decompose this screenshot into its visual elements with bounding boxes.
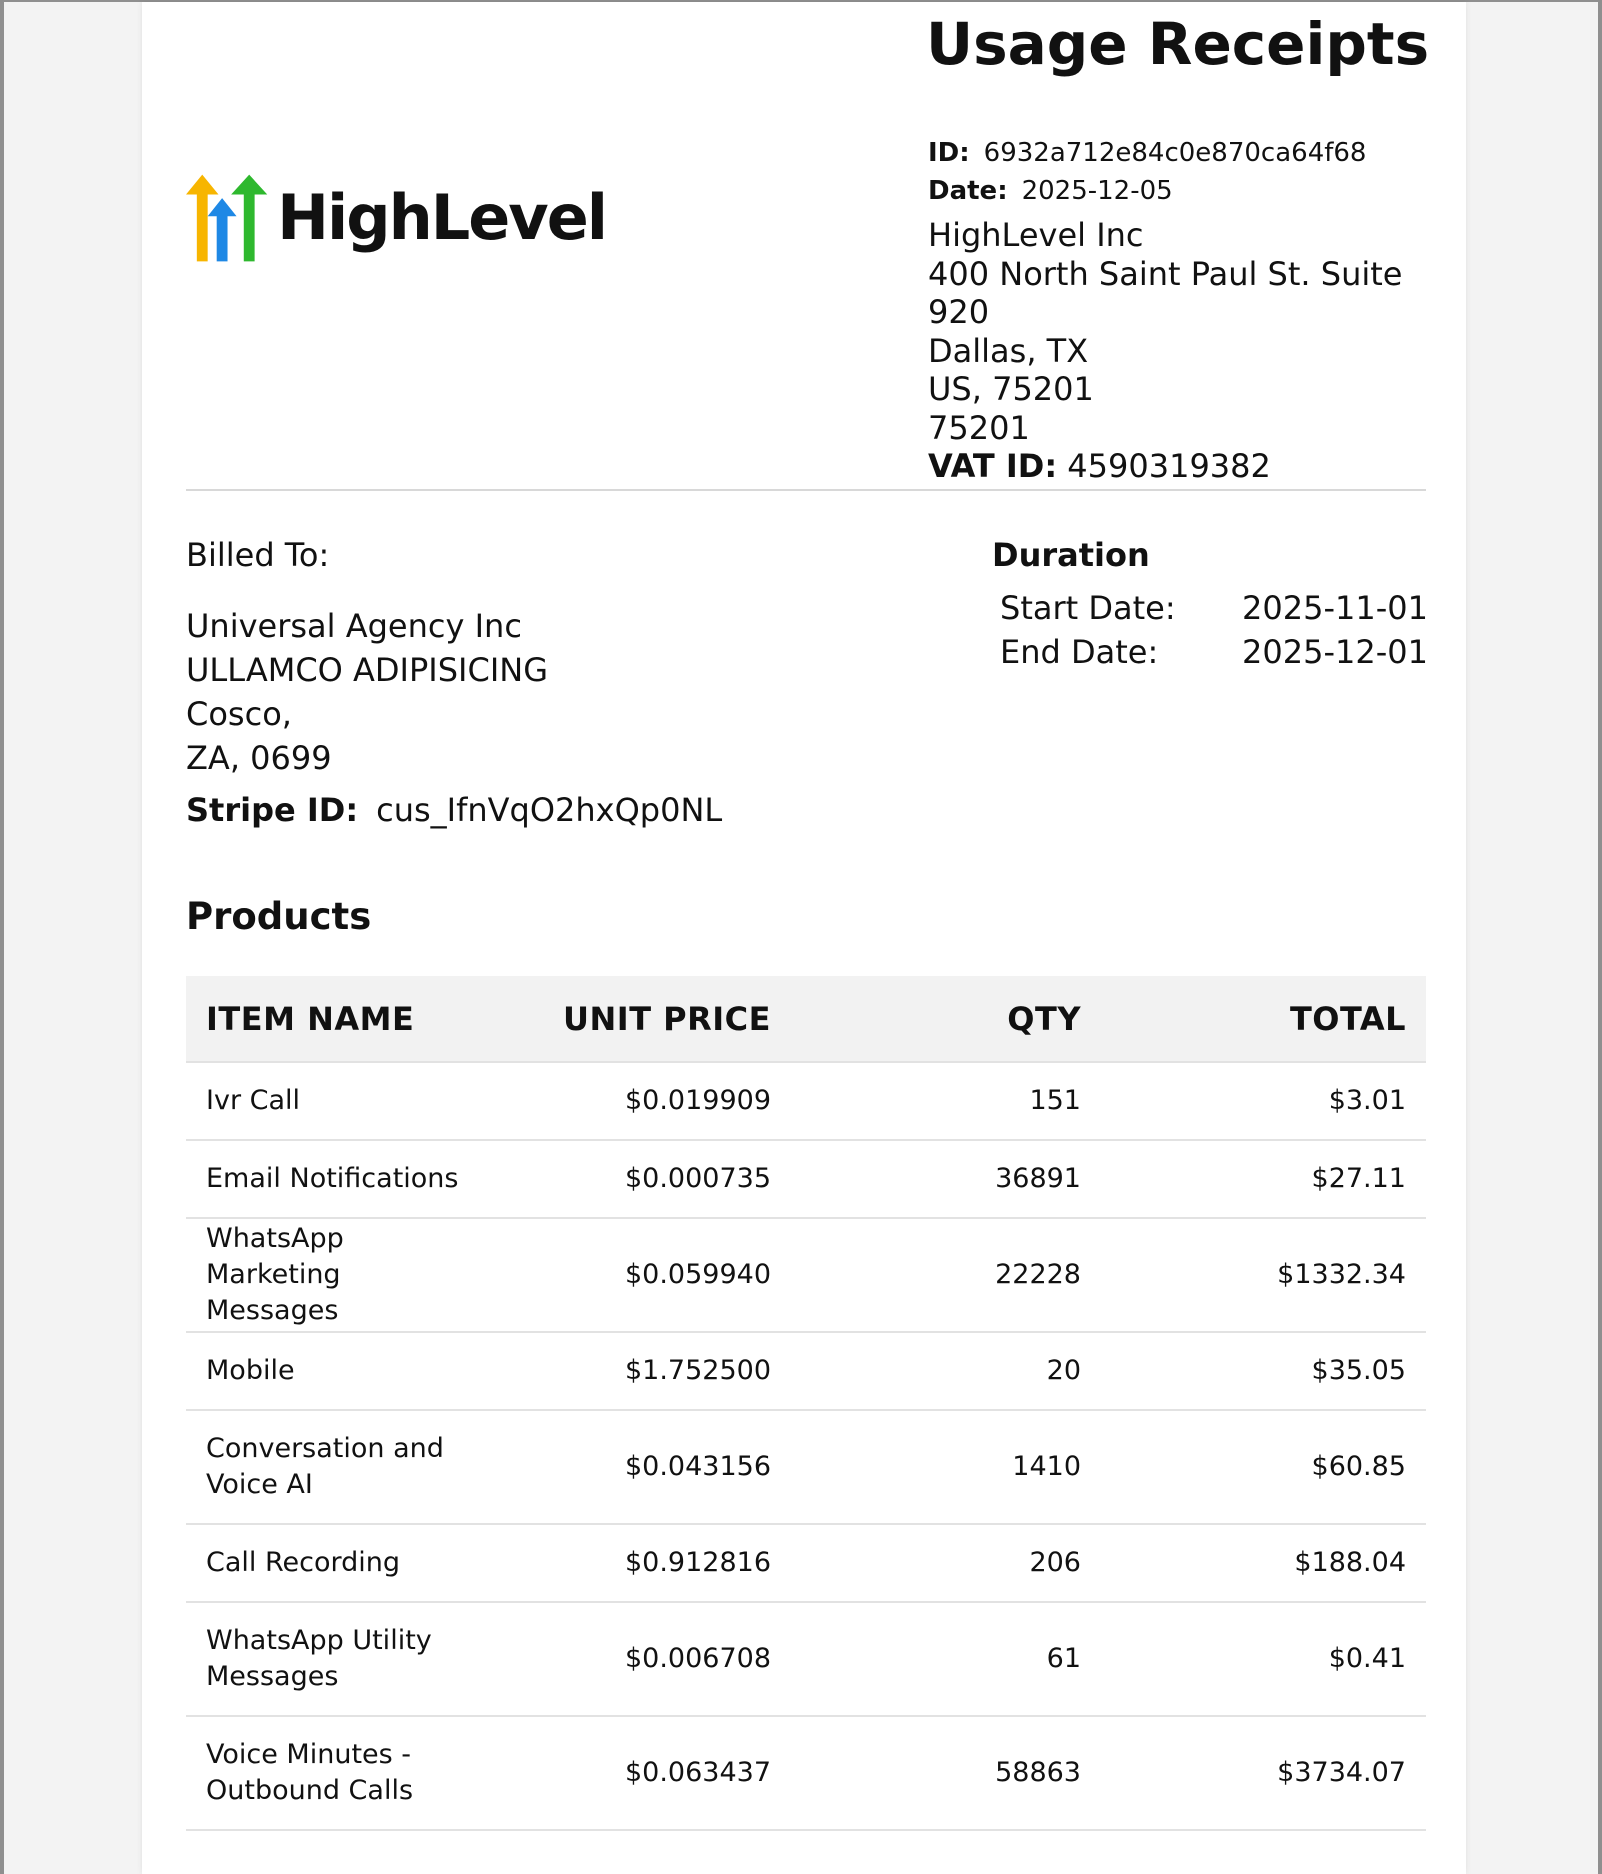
receipt-id-label: ID: (928, 138, 970, 168)
unit-price-cell: $0.019909 (486, 1062, 791, 1140)
total-cell: $188.04 (1101, 1524, 1426, 1602)
company-name: HighLevel Inc (928, 216, 1144, 254)
billed-to-section (186, 532, 906, 832)
customer-address-line2: Cosco, (186, 695, 292, 733)
unit-price-cell: $0.912816 (486, 1524, 791, 1602)
products-title: Products (186, 895, 372, 938)
start-date-label: Start Date: (1000, 589, 1176, 627)
total-cell: $27.11 (1101, 1140, 1426, 1218)
stripe-id-row (186, 788, 906, 832)
header-divider (186, 489, 1426, 491)
company-address (928, 216, 1448, 486)
table-header-row (186, 976, 1426, 1062)
end-date-row (1000, 630, 1428, 674)
receipt-id-row (928, 134, 1448, 172)
document-viewer[interactable] (4, 2, 1598, 1874)
receipt-page (142, 2, 1466, 1874)
table-row (186, 1602, 1426, 1716)
unit-price-cell: $0.000735 (486, 1140, 791, 1218)
item-name-cell: Mobile (186, 1332, 486, 1410)
qty-cell: 22228 (791, 1218, 1101, 1332)
products-table (186, 976, 1426, 1831)
column-header-total: TOTAL (1101, 976, 1426, 1062)
unit-price-cell: $1.752500 (486, 1332, 791, 1410)
customer-address-line3: ZA, 0699 (186, 739, 332, 777)
duration-title: Duration (992, 536, 1150, 574)
start-date-value: 2025-11-01 (1242, 589, 1428, 627)
company-zip: 75201 (928, 408, 1030, 447)
item-name-cell: Voice Minutes - Outbound Calls (186, 1716, 486, 1830)
qty-cell: 20 (791, 1332, 1101, 1410)
unit-price-cell: $0.006708 (486, 1602, 791, 1716)
stripe-id-label: Stripe ID: (186, 791, 359, 829)
duration-section (992, 532, 1432, 674)
item-name-cell: WhatsApp Marketing Messages (186, 1218, 486, 1332)
end-date-label: End Date: (1000, 633, 1159, 671)
qty-cell: 58863 (791, 1716, 1101, 1830)
table-row (186, 1332, 1426, 1410)
start-date-row (1000, 586, 1428, 630)
table-row (186, 1218, 1426, 1332)
billed-to-address (186, 604, 906, 780)
item-name-cell: Conversation and Voice AI (186, 1410, 486, 1524)
total-cell: $35.05 (1101, 1332, 1426, 1410)
receipt-meta (928, 134, 1448, 210)
qty-cell: 206 (791, 1524, 1101, 1602)
column-header-unit-price: UNIT PRICE (486, 976, 791, 1062)
qty-cell: 151 (791, 1062, 1101, 1140)
company-street: 400 North Saint Paul St. Suite 920 (928, 254, 1403, 331)
receipt-date-label: Date: (928, 176, 1008, 206)
table-row (186, 1410, 1426, 1524)
table-row (186, 1524, 1426, 1602)
page-title: Usage Receipts (926, 10, 1430, 78)
table-row (186, 1140, 1426, 1218)
total-cell: $60.85 (1101, 1410, 1426, 1524)
unit-price-cell: $0.059940 (486, 1218, 791, 1332)
receipt-id-value: 6932a712e84c0e870ca64f68 (983, 138, 1367, 168)
customer-address-line1: ULLAMCO ADIPISICING (186, 651, 548, 689)
total-cell: $3.01 (1101, 1062, 1426, 1140)
receipt-date-row (928, 172, 1448, 210)
qty-cell: 1410 (791, 1410, 1101, 1524)
total-cell: $0.41 (1101, 1602, 1426, 1716)
table-row (186, 1062, 1426, 1140)
vat-value: 4590319382 (1067, 447, 1271, 485)
table-row (186, 1716, 1426, 1830)
column-header-qty: QTY (791, 976, 1101, 1062)
item-name-cell: Ivr Call (186, 1062, 486, 1140)
column-header-item-name: ITEM NAME (186, 976, 486, 1062)
qty-cell: 61 (791, 1602, 1101, 1716)
stripe-id-value: cus_IfnVqO2hxQp0NL (376, 791, 723, 829)
company-vat-row (928, 447, 1448, 486)
total-cell: $3734.07 (1101, 1716, 1426, 1830)
qty-cell: 36891 (791, 1140, 1101, 1218)
vat-label: VAT ID: (928, 447, 1058, 485)
highlevel-logo (186, 170, 606, 266)
company-city: Dallas, TX (928, 331, 1089, 370)
company-country-zip: US, 75201 (928, 370, 1094, 408)
logo-wordmark: HighLevel (277, 181, 606, 254)
unit-price-cell: $0.063437 (486, 1716, 791, 1830)
receipt-date-value: 2025-12-05 (1021, 176, 1173, 206)
item-name-cell: Email Notifications (186, 1140, 486, 1218)
logo-arrows-icon (186, 170, 269, 266)
total-cell: $1332.34 (1101, 1218, 1426, 1332)
item-name-cell: WhatsApp Utility Messages (186, 1602, 486, 1716)
item-name-cell: Call Recording (186, 1524, 486, 1602)
unit-price-cell: $0.043156 (486, 1410, 791, 1524)
end-date-value: 2025-12-01 (1242, 633, 1428, 671)
billed-to-label: Billed To: (186, 536, 330, 574)
customer-name: Universal Agency Inc (186, 607, 522, 645)
